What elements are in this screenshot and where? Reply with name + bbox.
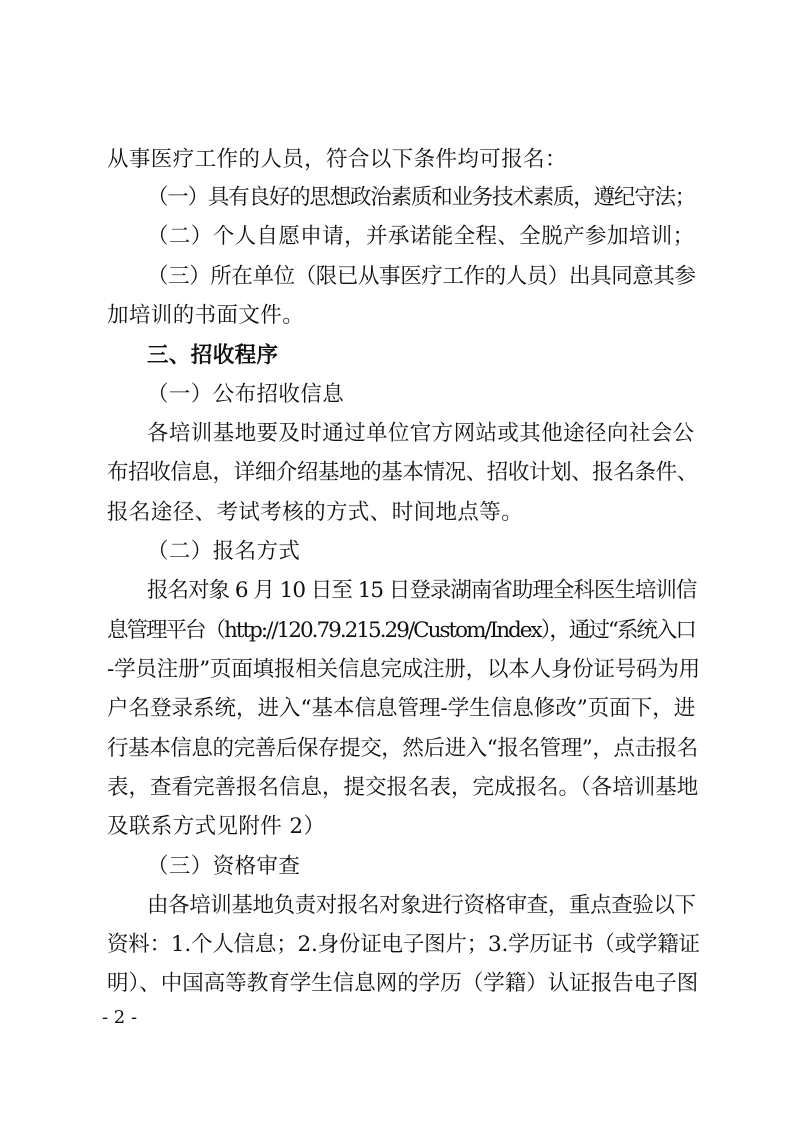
line-text: 明）、中国高等教育学生信息网的学历（学籍）认证报告电子图 — [107, 971, 699, 996]
line-text: 资料：1.个人信息；2.身份证电子图片；3.学历证书（或学籍证 — [107, 932, 700, 957]
text-line — [0, 886, 794, 926]
line-text: 息管理平台（http://120.79.215.29/Custom/Index），通过“系统入口 — [107, 618, 695, 643]
text-line — [0, 217, 794, 257]
text-line — [0, 807, 794, 847]
text-line — [0, 178, 794, 218]
line-text: 表，查看完善报名信息，提交报名表，完成报名。（各培训基地 — [107, 775, 699, 800]
text-line — [0, 768, 794, 808]
text-line — [0, 611, 794, 651]
text-line — [0, 925, 794, 965]
line-text: 从事医疗工作的人员，符合以下条件均可报名： — [107, 147, 567, 172]
text-line — [0, 964, 794, 1004]
text-line — [0, 847, 794, 887]
line-text: 及联系方式见附件 2） — [107, 814, 326, 839]
text-line — [0, 257, 794, 297]
line-text: 报名途径、考试考核的方式、时间地点等。 — [107, 500, 524, 525]
section-heading — [0, 336, 794, 376]
line-text: （二）报名方式 — [147, 539, 301, 564]
line-text: （三）所在单位（限已从事医疗工作的人员）出具同意其参 — [147, 264, 696, 289]
line-text: 布招收信息，详细介绍基地的基本情况、招收计划、报名条件、 — [107, 460, 698, 485]
line-text: 报名对象 6 月 10 日至 15 日登录湖南省助理全科医生培训信 — [147, 578, 697, 603]
line-text: 各培训基地要及时通过单位官方网站或其他途径向社会公 — [147, 421, 695, 446]
text-line — [0, 414, 794, 454]
text-line — [0, 140, 794, 180]
line-text: （三）资格审查 — [147, 854, 301, 879]
text-line — [0, 453, 794, 493]
text-line — [0, 296, 794, 336]
line-text: （二）个人自愿申请，并承诺能全程、全脱产参加培训； — [147, 224, 695, 249]
section-heading-text: 三、招收程序 — [147, 343, 279, 368]
text-line — [0, 689, 794, 729]
text-line — [0, 571, 794, 611]
text-line — [0, 493, 794, 533]
text-line — [0, 375, 794, 415]
text-line — [0, 650, 794, 690]
line-text: 户名登录系统，进入“基本信息管理-学生信息修改”页面下，进 — [107, 696, 696, 721]
page-number: - 2 - — [102, 1007, 138, 1028]
line-text: 由各培训基地负责对报名对象进行资格审查，重点查验以下 — [147, 893, 696, 918]
line-text: （一）具有良好的思想政治素质和业务技术素质，遵纪守法； — [147, 185, 696, 210]
line-text: 行基本信息的完善后保存提交，然后进入“报名管理”，点击报名 — [107, 736, 698, 761]
line-text: 加培训的书面文件。 — [107, 303, 305, 328]
text-line — [0, 729, 794, 769]
line-text: （一）公布招收信息 — [147, 382, 345, 407]
text-line — [0, 532, 794, 572]
line-text: -学员注册”页面填报相关信息完成注册，以本人身份证号码为用 — [107, 657, 700, 682]
